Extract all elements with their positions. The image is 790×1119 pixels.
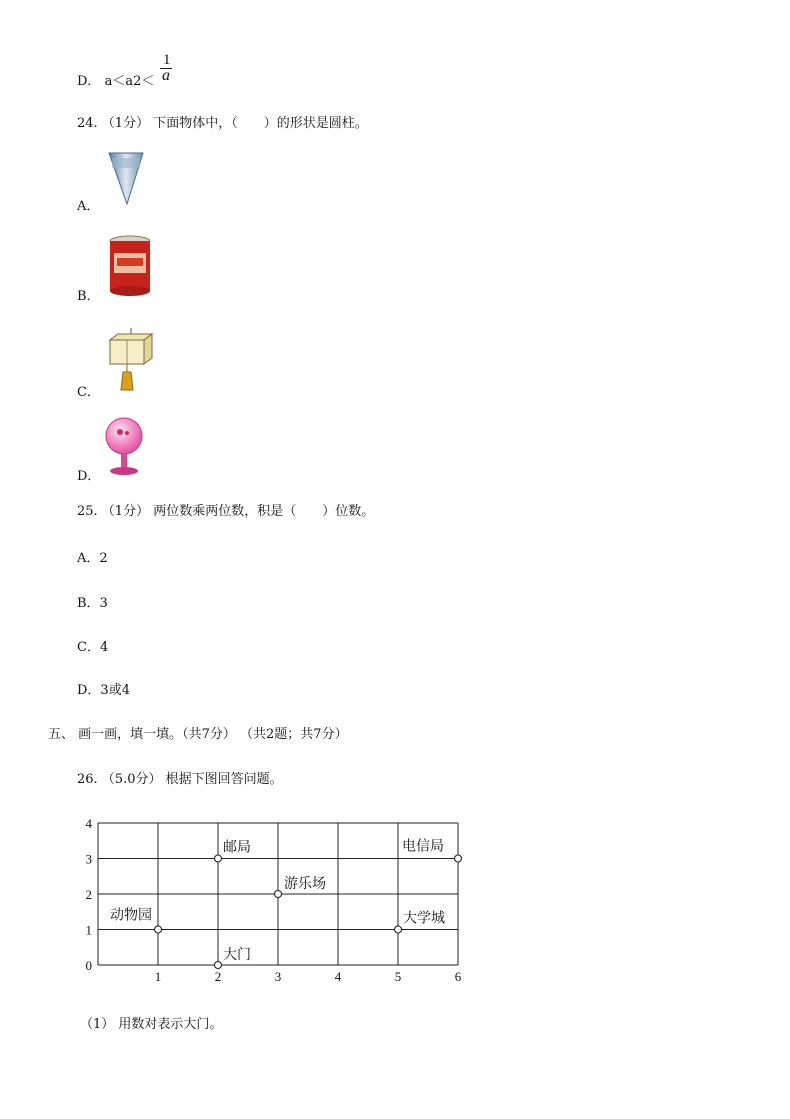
point-label: 电信局 xyxy=(402,838,444,855)
q24-option-a-label: A． xyxy=(77,199,100,214)
y-tick-label: 1 xyxy=(85,922,92,938)
y-tick-label: 3 xyxy=(85,851,92,867)
point-marker xyxy=(215,855,222,862)
x-tick-label: 3 xyxy=(274,969,282,984)
y-tick-label: 4 xyxy=(85,816,92,831)
point-label: 动物园 xyxy=(110,907,152,924)
point-label: 游乐场 xyxy=(284,876,326,892)
x-tick-label: 1 xyxy=(154,969,162,984)
point-marker xyxy=(395,926,402,933)
point-label: 邮局 xyxy=(223,839,251,856)
q23-option-d-label: D． xyxy=(77,74,101,89)
x-tick-label: 4 xyxy=(334,969,342,984)
cone-ice-cream-icon xyxy=(106,150,146,206)
point-marker xyxy=(215,962,222,969)
q23-option-d xyxy=(77,70,154,89)
x-tick-label: 2 xyxy=(214,969,222,984)
section-5-title: 五、 画一画，填一填。（共7分） （共2题；共7分） xyxy=(48,727,348,742)
q24-option-c-label: C． xyxy=(77,385,100,400)
q24-stem: 24. （1分） 下面物体中，（ ）的形状是圆柱。 xyxy=(77,116,368,131)
q26-stem: 26. （5.0分） 根据下图回答问题。 xyxy=(77,772,283,787)
fraction-one-over-a xyxy=(160,52,174,86)
point-marker xyxy=(275,891,282,898)
q25-option-c: C．4 xyxy=(77,640,109,655)
can-cylinder-icon xyxy=(108,235,154,297)
q25-option-d: D．3或4 xyxy=(77,683,130,698)
point-label: 大门 xyxy=(223,947,251,963)
fraction-numerator: 1 xyxy=(163,52,171,68)
point-label: 大学城 xyxy=(403,910,445,927)
sphere-lamp-icon xyxy=(100,416,148,478)
q25-option-b: B．3 xyxy=(77,596,108,611)
y-tick-label: 2 xyxy=(85,887,92,902)
point-marker xyxy=(455,855,462,862)
coordinate-grid-svg xyxy=(78,815,478,995)
lantern-cuboid-icon xyxy=(106,328,158,394)
point-marker xyxy=(155,926,162,933)
q24-option-d-label: D． xyxy=(77,469,101,484)
q25-option-a: A．2 xyxy=(77,551,108,566)
coordinate-grid-figure xyxy=(78,815,478,995)
x-tick-label: 5 xyxy=(394,969,402,984)
y-tick-label: 0 xyxy=(85,958,92,973)
q26-sub1: （1） 用数对表示大门。 xyxy=(80,1017,223,1032)
fraction-denominator: a xyxy=(162,67,170,84)
q25-stem: 25. （1分） 两位数乘两位数，积是（ ）位数。 xyxy=(77,504,375,519)
q23-option-d-text: a＜a2＜ xyxy=(104,74,155,89)
x-tick-label: 6 xyxy=(454,969,462,984)
q24-option-b-label: B． xyxy=(77,289,100,304)
